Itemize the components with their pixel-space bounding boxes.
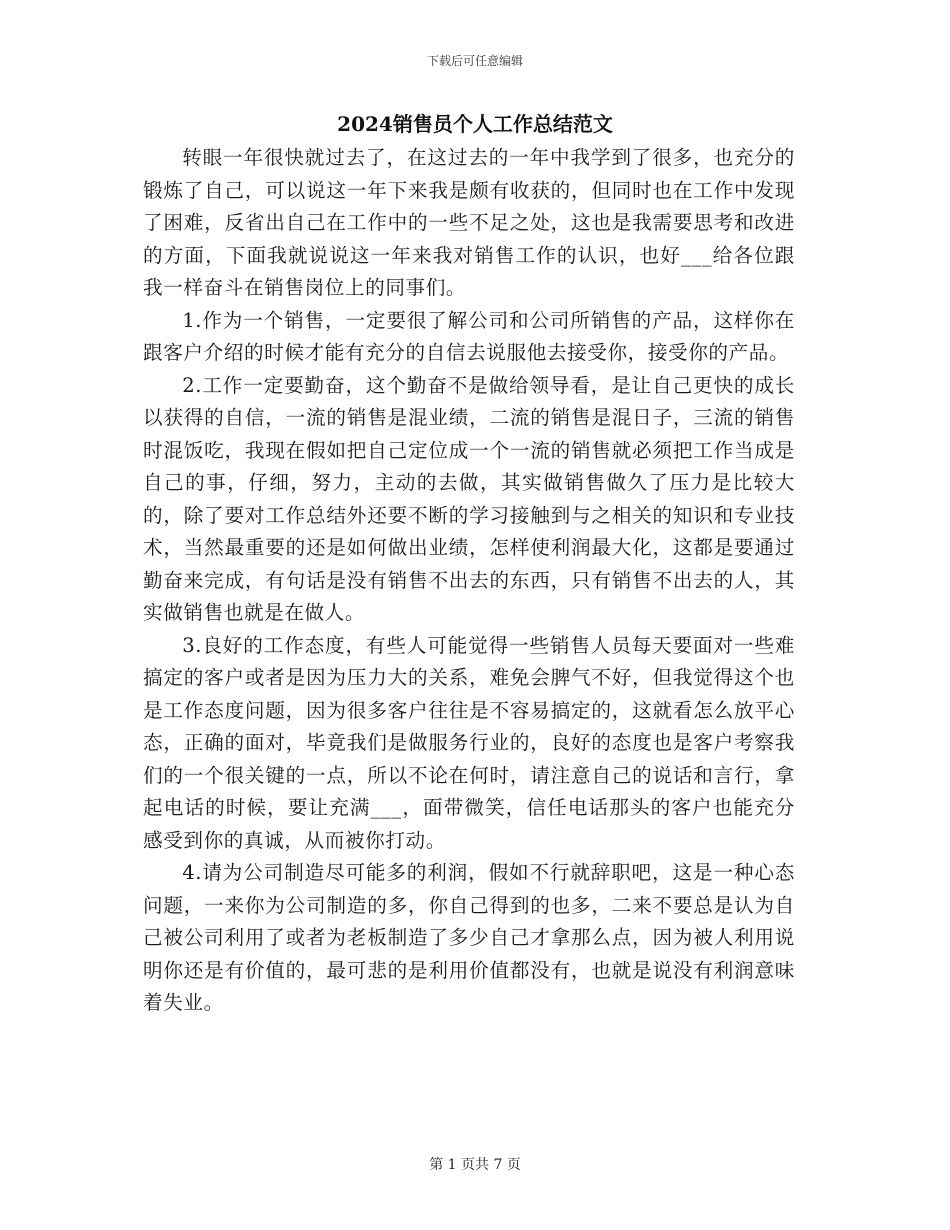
point-3-paragraph: 3.良好的工作态度，有些人可能觉得一些销售人员每天要面对一些难搞定的客户或者是因为压力大的关系，难免会脾气不好，但我觉得这个也是工作态度问题，因为很多客户往往是不容易搞定的，这就看怎么放平心态，正确的面对，毕竟我们是做服务行业的，良好的态度也是客户考察我们的一个很关键的一点，所以不论在何时，请注意自己的说话和言行，拿起电话的时候，要让充满___，面带微笑，信任电话那头的客户也能充分感受到你的真诚，从而被你打动。 xyxy=(143,633,795,852)
document-body xyxy=(143,142,795,1020)
point-1-paragraph: 1.作为一个销售，一定要很了解公司和公司所销售的产品，这样你在跟客户介绍的时候才能有充分的自信去说服他去接受你，接受你的产品。 xyxy=(143,308,795,364)
page-number: 第 1 页共 7 页 xyxy=(429,1157,521,1173)
intro-paragraph: 转眼一年很快就过去了，在这过去的一年中我学到了很多，也充分的锻炼了自己，可以说这一年下来我是颇有收获的，但同时也在工作中发现了困难，反省出自己在工作中的一些不足之处，这也是我需要思考和改进的方面，下面我就说说这一年来我对销售工作的认识，也好___给各位跟我一样奋斗在销售岗位上的同事们。 xyxy=(143,146,795,299)
point-2-paragraph: 2.工作一定要勤奋，这个勤奋不是做给领导看，是让自己更快的成长以获得的自信，一流的销售是混业绩，二流的销售是混日子，三流的销售时混饭吃，我现在假如把自己定位成一个一流的销售就必须把工作当成是自己的事，仔细，努力，主动的去做，其实做销售做久了压力是比较大的，除了要对工作总结外还要不断的学习接触到与之相关的知识和专业技术，当然最重要的还是如何做出业绩，怎样使利润最大化，这都是要通过勤奋来完成，有句话是没有销售不出去的东西，只有销售不出去的人，其实做销售也就是在做人。 xyxy=(143,373,795,624)
document-title: 2024销售员个人工作总结范文 xyxy=(337,112,613,136)
page-header-note: 下载后可任意编辑 xyxy=(426,54,523,68)
point-4-paragraph: 4.请为公司制造尽可能多的利润，假如不行就辞职吧，这是一种心态问题，一来你为公司制造的多，你自己得到的也多，二来不要总是认为自己被公司利用了或者为老板制造了多少自己才拿那么点，因为被人利用说明你还是有价值的，最可悲的是利用价值都没有，也就是说没有利润意味着失业。 xyxy=(143,861,795,1014)
